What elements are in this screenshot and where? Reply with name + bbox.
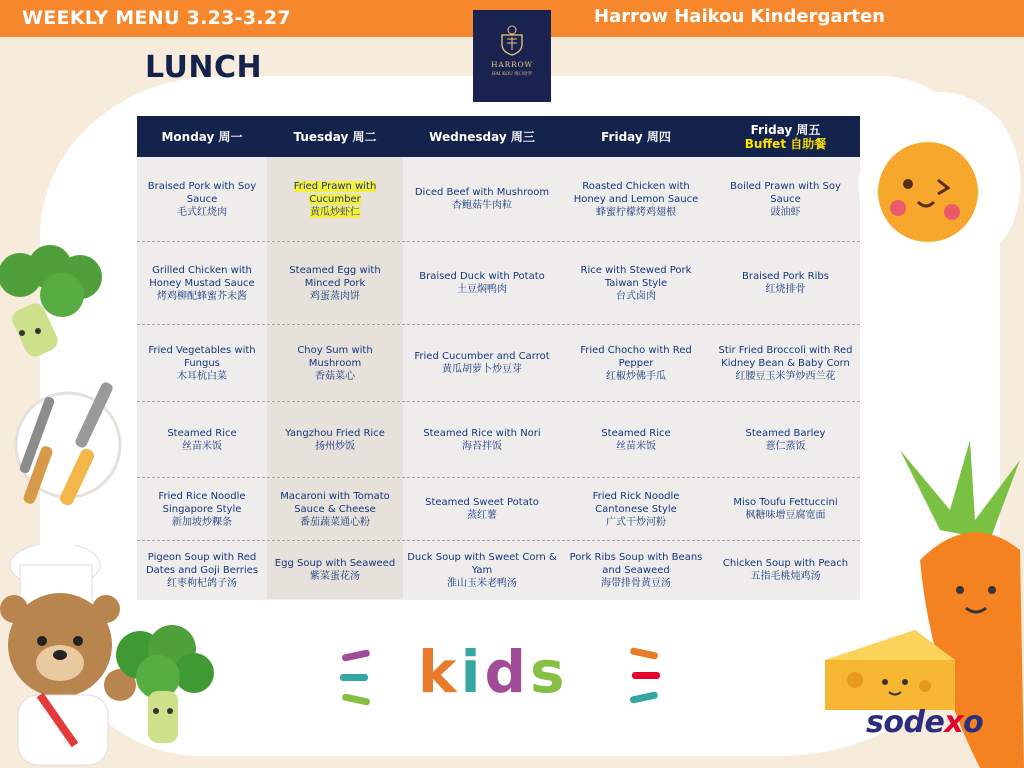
dish-name-en-text: Duck Soup with Sweet Corn & Yam (407, 551, 557, 576)
menu-cell (403, 478, 561, 540)
dish-name-en (723, 557, 848, 570)
dish-name-en-text: Stir Fried Broccoli with Red Kidney Bean & Baby Corn (718, 344, 853, 369)
page-title: LUNCH (145, 50, 263, 85)
dish-name-en-text: Fried Chocho with Red Pepper (580, 344, 692, 369)
dish-name-en-text: Grilled Chicken with Honey Mustad Sauce (149, 264, 255, 289)
header-day-label: Tuesday 周二 (293, 129, 377, 144)
dish-name-en-text: Steamed Barley (745, 427, 826, 439)
menu-cell (711, 325, 860, 401)
dish-name-en-text: Fried Vegetables with Fungus (148, 344, 256, 369)
dish-name-zh (616, 440, 656, 453)
dish-name-en-text: Choy Sum with Mushroom (297, 344, 373, 369)
dish-name-en-text: Steamed Egg with Minced Pork (289, 264, 381, 289)
dish-name-en-text: Fried Rice Noodle Singapore Style (158, 490, 246, 515)
dish-name-en (275, 557, 395, 570)
dish-name-en (423, 427, 540, 440)
dish-name-zh (157, 290, 247, 303)
dish-name-zh-text: 土豆焖鸭肉 (457, 284, 507, 295)
table-row (137, 401, 860, 477)
dish-name-zh (315, 440, 355, 453)
dish-name-zh-text: 广式干炒河粉 (606, 516, 666, 528)
table-row (137, 157, 860, 241)
dish-name-zh-text: 番茄蔬菜通心粉 (300, 516, 370, 528)
dish-name-zh-text: 五指毛桃炖鸡汤 (750, 571, 821, 582)
dish-name-zh-text: 红椒炒佛手瓜 (606, 370, 666, 382)
buffet-label: Buffet 自助餐 (744, 136, 827, 151)
dish-name-zh-text: 木耳杭白菜 (177, 370, 227, 382)
menu-cell (711, 541, 860, 599)
table-row (137, 324, 860, 401)
dish-name-en-text: Fried Rick Noodle Cantonese Style (592, 490, 680, 515)
header-day-label: Friday 周四 (601, 129, 671, 144)
dish-name-zh (746, 509, 826, 522)
menu-cell (267, 478, 403, 540)
dish-name-en (407, 551, 557, 577)
kids-letter: d (484, 638, 530, 706)
dish-name-zh-text: 扬州炒饭 (315, 440, 355, 452)
header-friday (711, 116, 860, 157)
dish-name-zh-text: 海苔拌饭 (462, 440, 502, 452)
dish-name-zh (177, 206, 227, 219)
dish-name-zh-text: 毛式红烧肉 (177, 206, 227, 218)
harrow-logo (473, 10, 551, 102)
dish-name-zh-text: 红烧排骨 (765, 284, 806, 295)
dish-name-zh (310, 570, 360, 583)
header-wednesday (403, 116, 561, 157)
dish-name-zh-text: 香菇菜心 (315, 370, 355, 382)
menu-cell (403, 402, 561, 477)
menu-rows (137, 157, 860, 599)
brand-part: x (944, 705, 964, 740)
dish-name-zh (616, 290, 656, 303)
dish-name-zh (462, 440, 502, 453)
dish-name-zh (167, 577, 237, 590)
dish-name-zh-text: 豉油虾 (770, 206, 801, 218)
dish-name-en (271, 264, 399, 290)
dish-name-en (141, 180, 263, 206)
menu-cell (561, 402, 711, 477)
dish-name-en (141, 551, 263, 577)
dish-name-en (271, 180, 399, 206)
dish-name-en-text: Miso Toufu Fettuccini (733, 497, 838, 508)
menu-cell (711, 478, 860, 540)
dish-name-en-text: Braised Duck with Potato (419, 271, 545, 282)
menu-cell (561, 478, 711, 540)
dish-name-en-text: Boiled Prawn with Soy Sauce (730, 180, 841, 205)
header-day-label: Wednesday 周三 (429, 129, 535, 144)
menu-cell (711, 242, 860, 324)
menu-cell (137, 541, 267, 599)
dish-name-en-text: Pork Ribs Soup with Beans and Seaweed (569, 551, 703, 576)
dish-name-zh-text: 烤鸡柳配蜂蜜芥末酱 (157, 290, 247, 302)
dish-name-en (746, 427, 826, 440)
dish-name-zh (177, 370, 227, 383)
kids-dashes-left (338, 648, 378, 708)
dish-name-zh-text: 薏仁蒸饭 (765, 440, 806, 452)
table-row (137, 540, 860, 599)
dish-name-en (565, 180, 707, 206)
dish-name-en (141, 344, 263, 370)
dish-name-en-text: Roasted Chicken with Honey and Lemon Sauce (573, 180, 699, 205)
menu-cell (711, 402, 860, 477)
dish-name-zh (300, 516, 370, 529)
school-name: Harrow Haikou Kindergarten (594, 6, 885, 27)
menu-table (137, 116, 860, 600)
dish-name-zh-text: 鸡蛋蒸肉饼 (310, 290, 360, 302)
dish-name-en-text: Macaroni with Tomato Sauce & Cheese (280, 490, 390, 515)
dish-name-en (414, 350, 549, 363)
dish-name-en-text: Egg Soup with Seaweed (274, 558, 396, 569)
brand-part: sode (866, 705, 945, 740)
harrow-crest-icon (497, 24, 527, 56)
dish-name-zh-text: 黄瓜炒虾仁 (310, 206, 360, 218)
menu-cell (137, 157, 267, 241)
menu-cell (403, 541, 561, 599)
dish-name-en (565, 490, 707, 516)
kids-letter: k (418, 638, 461, 706)
dish-name-zh (315, 370, 355, 383)
dish-name-en-text: Braised Pork Ribs (742, 271, 829, 282)
dish-name-zh (601, 577, 671, 590)
dish-name-en (601, 427, 670, 440)
fork-knife-icon (10, 375, 125, 515)
menu-cell (561, 541, 711, 599)
dish-name-zh-text: 黄瓜胡萝卜炒豆芽 (442, 364, 522, 375)
dish-name-zh (172, 516, 232, 529)
broccoli-icon (110, 625, 220, 745)
menu-cell (561, 157, 711, 241)
dish-name-en (271, 344, 399, 370)
header-thursday (561, 116, 711, 157)
dish-name-zh-text: 台式卤肉 (616, 290, 656, 302)
dish-name-zh-text: 枫糖味增豆腐宽面 (745, 510, 826, 521)
dish-name-zh-text: 丝苗米饭 (616, 440, 656, 452)
dish-name-zh-text: 海带排骨黄豆汤 (601, 577, 671, 589)
egg-face-icon (850, 80, 1024, 280)
table-row (137, 477, 860, 540)
dish-name-en (415, 186, 549, 199)
dish-name-en (141, 264, 263, 290)
dish-name-zh-text: 杏鲍菇牛肉粒 (452, 200, 512, 211)
menu-cell (403, 325, 561, 401)
menu-header (137, 116, 860, 157)
dish-name-en (425, 496, 539, 509)
broccoli-icon (0, 245, 110, 365)
dish-name-zh (452, 199, 512, 212)
dish-name-zh (736, 370, 836, 383)
menu-cell (137, 242, 267, 324)
menu-cell (403, 157, 561, 241)
menu-cell (267, 242, 403, 324)
dish-name-zh (182, 440, 222, 453)
dish-name-zh (457, 283, 507, 296)
kids-letter: i (460, 638, 485, 706)
dish-name-zh (766, 440, 806, 453)
dish-name-zh (771, 206, 801, 219)
dish-name-zh-text: 新加坡炒粿条 (172, 516, 232, 528)
dish-name-zh-text: 紫菜蛋花汤 (310, 571, 360, 582)
menu-cell (267, 325, 403, 401)
dish-name-en-text: Fried Cucumber and Carrot (414, 351, 550, 362)
sodexo-logo (866, 705, 983, 740)
dish-name-en-text: Yangzhou Fried Rice (285, 427, 385, 439)
dish-name-zh-text: 蜂蜜柠檬烤鸡翅根 (596, 206, 676, 218)
dish-name-en-text: Steamed Rice with Nori (423, 427, 541, 439)
dish-name-en (742, 270, 829, 283)
dish-name-zh (766, 283, 806, 296)
menu-cell (267, 541, 403, 599)
dish-name-zh (606, 370, 666, 383)
header-day-label: Friday 周五 (750, 122, 821, 137)
dish-name-zh (447, 577, 517, 590)
logo-name: HARROW (491, 60, 533, 69)
dish-name-en-text: Pigeon Soup with Red Dates and Goji Berries (145, 551, 259, 576)
dish-name-en-text: Fried Prawn with Cucumber (293, 180, 377, 205)
dish-name-en (419, 270, 545, 283)
dish-name-zh (606, 516, 666, 529)
kids-dashes-right (624, 646, 664, 706)
dish-name-zh-text: 红腰豆玉米笋炒西兰花 (735, 370, 836, 382)
brand-part: o (963, 705, 984, 740)
menu-cell (267, 402, 403, 477)
menu-cell (137, 325, 267, 401)
menu-cell (561, 242, 711, 324)
dish-name-en-text: Rice with Stewed Pork Taiwan Style (580, 264, 692, 289)
logo-sub: HAI KOU 海口哈罗 (491, 72, 533, 77)
dish-name-zh (596, 206, 676, 219)
header-day-label: Monday 周一 (161, 129, 243, 144)
dish-name-en-text: Braised Pork with Soy Sauce (147, 180, 257, 205)
dish-name-zh (467, 509, 497, 522)
dish-name-en-text: Chicken Soup with Peach (722, 558, 849, 569)
dish-name-en (271, 490, 399, 516)
dish-name-en-text: Diced Beef with Mushroom (414, 187, 550, 198)
dish-name-en-text: Steamed Rice (601, 427, 671, 439)
dish-name-zh-text: 丝苗米饭 (182, 440, 222, 452)
dish-name-en (565, 344, 707, 370)
dish-name-en-text: Steamed Sweet Potato (425, 497, 539, 508)
dish-name-zh (442, 363, 522, 376)
header-monday (137, 116, 267, 157)
dish-name-en (565, 551, 707, 577)
dish-name-zh-text: 淮山玉米老鸭汤 (447, 577, 517, 589)
dish-name-zh (751, 570, 821, 583)
menu-cell (711, 157, 860, 241)
dish-name-en (285, 427, 385, 440)
header-tuesday (267, 116, 403, 157)
dish-name-zh (310, 290, 360, 303)
kids-wordmark (418, 638, 569, 706)
dish-name-zh-text: 蒸红薯 (467, 510, 497, 521)
dish-name-en (715, 180, 856, 206)
kids-letter: s (530, 638, 569, 706)
menu-cell (137, 402, 267, 477)
menu-cell (561, 325, 711, 401)
dish-name-en-text: Steamed Rice (167, 427, 237, 439)
menu-cell (403, 242, 561, 324)
dish-name-en (715, 344, 856, 370)
dish-name-en (141, 490, 263, 516)
dish-name-zh (310, 206, 360, 219)
table-row (137, 241, 860, 324)
dish-name-en (565, 264, 707, 290)
menu-cell (137, 478, 267, 540)
dish-name-en (733, 496, 837, 509)
menu-cell (267, 157, 403, 241)
dish-name-zh-text: 红枣枸杞鸽子汤 (167, 577, 237, 589)
weekly-menu-title: WEEKLY MENU 3.23-3.27 (22, 7, 291, 29)
dish-name-en (167, 427, 236, 440)
